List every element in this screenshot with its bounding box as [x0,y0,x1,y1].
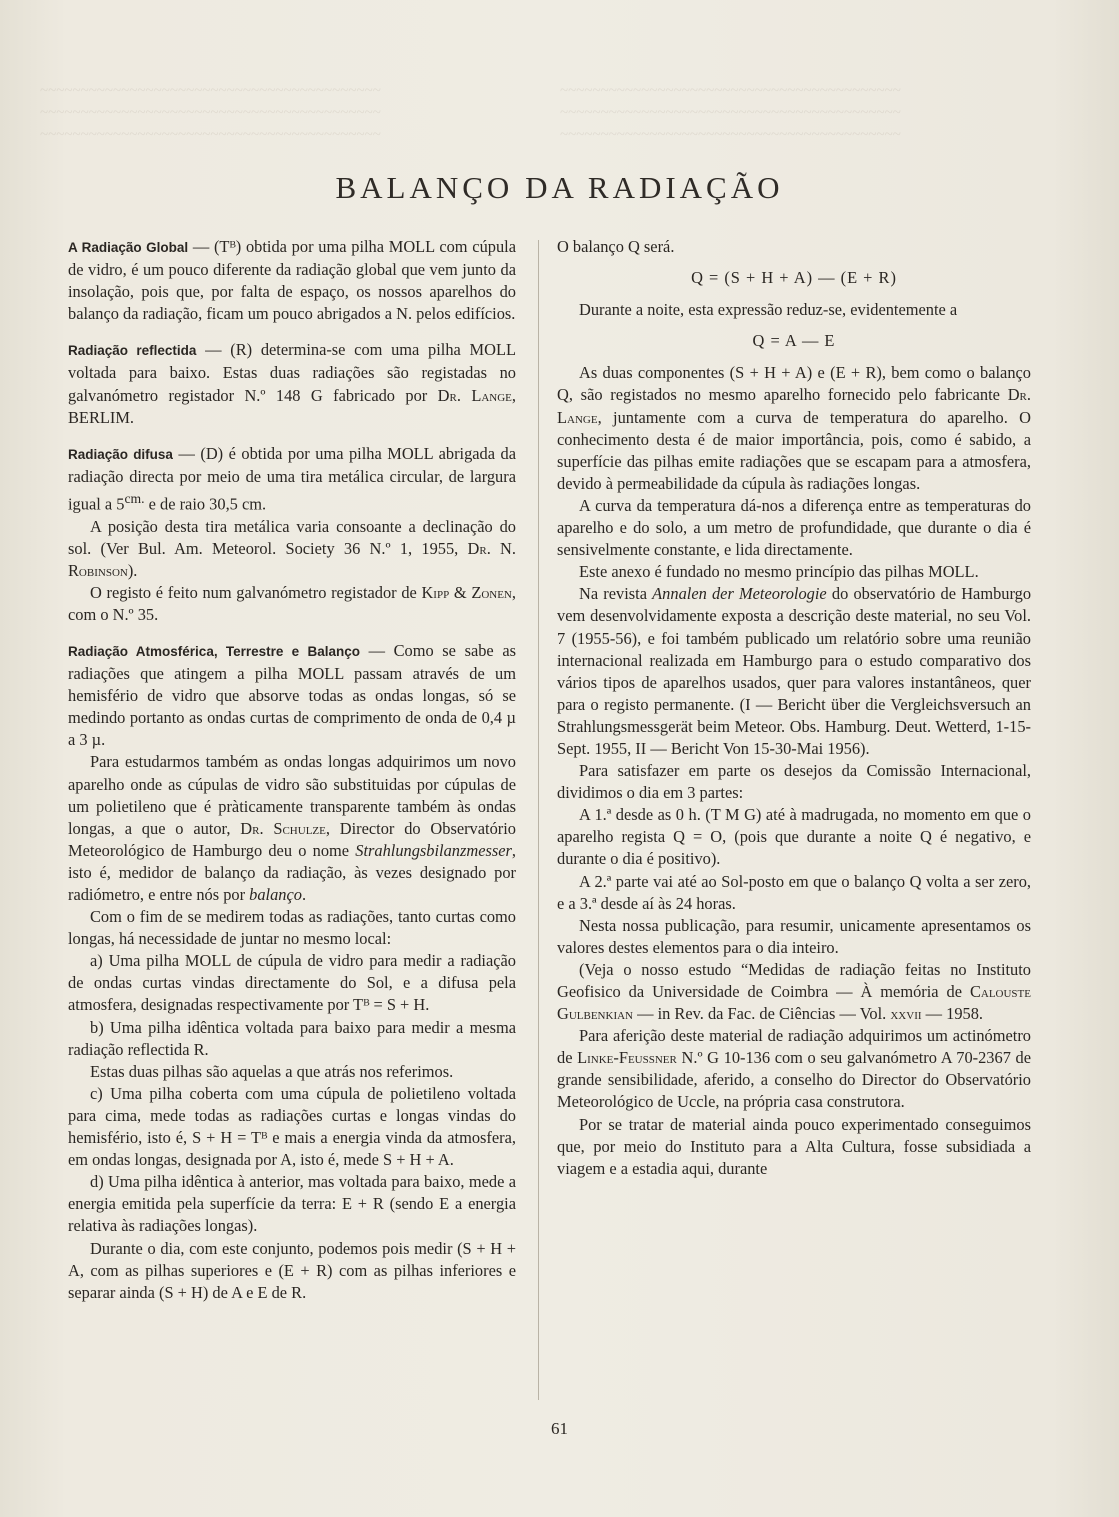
paragraph-text: — 1958. [921,1004,983,1024]
paragraph-text: Para aferição deste material de radiação adquirimos um actinómetro de [557,1026,1031,1068]
paragraph: O balanço Q será. [557,237,675,256]
paragraph-text: — (R) determina-se com uma pilha MOLL voltada para baixo. Estas duas radiações são registadas no galvanómetro registador N.º 148 G fabricado por [68,340,516,405]
paragraph: Durante o dia, com este conjunto, podemos pois medir (S + H + A, com as pilhas superiores e (E + R) com as pilhas inferiores e separar ainda (S + H) de A e E de R. [68,1238,516,1302]
paragraph-radiacao-difusa [68,443,516,516]
page-title: BALANÇO DA RADIAÇÃO [335,170,784,205]
author-name: Calouste Gulbenkian [557,982,1031,1024]
paragraph: Nesta nossa publicação, para resumir, unicamente apresentamos os valores destes elementos para o dia inteiro. [557,915,1031,957]
paragraph-text: . [301,885,307,904]
paragraph-text: , isto é, medidor de balanço da radiação, às vezes designado por radiómetro, e entre nós por [68,840,516,904]
paragraph-text: Na revista [579,584,653,604]
paragraph [557,959,1031,1025]
right-column [557,236,1031,1180]
author-name: Dr. N. Robinson [68,538,516,580]
paragraph-text: A posição desta tira metálica varia consoante a declinação do sol. (Ver Bul. Am. Meteorol. Society 36 N.º 1, 1955, [68,516,516,558]
paragraph [68,751,516,906]
bleed-through-text-right: ~~~~~~~~~~~~~~~~~~~~~~~~~~~~~~~~~~~~~~~~~~ ~~~~~~~~~~~~~~~~~~~~~~~~~~~~~~~~~~~~~~~~~~ ~~~~~~~~~~~~~~~~~~~~~~~~~~~~~~~~~~~~~~~~~~ [560,83,901,143]
author-name: Dr. Lange [437,385,512,405]
paragraph-text: e de raio 30,5 cm. [144,494,267,514]
page-number: 61 [551,1419,568,1438]
section-heading: A Radiação Global [68,240,189,255]
paragraph [557,362,1031,495]
paragraph-radiacao-reflectida [68,339,516,428]
paragraph-radiacao-atmosferica [68,640,516,751]
paragraph-text: , juntamente com a curva de temperatura do aparelho. O conhecimento desta é de maior importância, pois, como é sabido, a superfície das pilhas emite radiações que se escapam para a atmosfera, devido à permeabilidade da cúpula às radiações longas. [557,407,1031,493]
paragraph-text: ). [127,560,138,580]
list-item-a: a) Uma pilha MOLL de cúpula de vidro para medir a radiação de ondas curtas vindas directamente do Sol, e a difusa pela atmosfera, designadas respectivamente por Tᴮ = S + H. [68,951,516,1015]
bleed-through-text: ~~~~~~~~~~~~~~~~~~~~~~~~~~~~~~~~~~~~~~~~~~ ~~~~~~~~~~~~~~~~~~~~~~~~~~~~~~~~~~~~~~~~~~ ~~~~~~~~~~~~~~~~~~~~~~~~~~~~~~~~~~~~~~~~~~ [40,83,381,143]
paragraph-text: , com o N.º 35. [68,582,516,624]
paragraph: A 1.ª desde as 0 h. (T M G) até à madrugada, no momento em que o aparelho regista Q = O, (pois que durante a noite Q é negativo, e durante o dia é positivo). [557,805,1031,869]
list-item-b: b) Uma pilha idêntica voltada para baixo para medir a mesma radiação reflectida R. [68,1017,516,1059]
author-name: Dr. Lange [557,385,1031,427]
italic-term: balanço [249,885,302,904]
superscript-unit: cm. [124,490,145,506]
equation: Q = (S + H + A) — (E + R) [691,268,897,288]
paragraph-text: (Veja o nosso estudo “Medidas de radiação feitas no Instituto Geofisico da Universidade de Coimbra — À memória de [557,959,1031,1001]
paragraph-text: As duas componentes (S + H + A) e (E + R), bem como o balanço Q, são registados no mesmo aparelho fornecido pelo fabricante [557,363,1031,405]
paragraph-text: — in Rev. da Fac. de Ciências — Vol. [633,1004,891,1024]
paragraph: A curva da temperatura dá-nos a diferença entre as temperaturas do aparelho e do solo, a um metro de profundidade, que durante o dia é sensivelmente constante, e lida directamente. [557,495,1031,560]
left-column [68,236,516,1304]
column-divider [538,240,539,1400]
author-name: Dr. Schulze [240,818,326,838]
paragraph-text: , BERLIM. [68,385,516,427]
author-name: Linke-Feussner [577,1048,677,1068]
italic-term: Strahlungsbilanzmesser [355,840,512,860]
paragraph-text: — (Tᴮ) obtida por uma pilha MOLL com cúpula de vidro, é um pouco diferente da radiação global que vem junto da insolação, pois que, por falta de espaço, os nossos aparelhos do balanço da radiação, ficam um pouco abrigados a N. pelos edifícios. [68,237,516,324]
paragraph [557,583,1031,760]
paragraph: A 2.ª parte vai até ao Sol-posto em que o balanço Q volta a ser zero, e a 3.ª desde aí às 24 horas. [557,871,1031,913]
paragraph-text: N.º G 10-136 com o seu galvanómetro A 70-2367 de grande sensibilidade, aferido, a conselho do Director do Observatório Meteorológico de Uccle, na própria casa construtora. [557,1048,1031,1112]
paragraph: Para satisfazer em parte os desejos da Comissão Internacional, dividimos o dia em 3 partes: [557,761,1031,803]
paragraph: Por se tratar de material ainda pouco experimentado conseguimos que, por meio do Instituto para a Alta Cultura, fosse subsidiada a viagem e a estadia aqui, durante [557,1114,1031,1178]
paragraph-text: , Director do Observatório Meteorológico de Hamburgo deu o nome [68,818,516,860]
section-heading: Radiação reflectida [68,343,197,359]
section-heading: Radiação difusa [68,446,173,462]
paragraph-text: do observatório de Hamburgo vem desenvolvidamente exposta a descrição deste material, no seu Vol. 7 (1955-56), e foi também publicado um relatório sobre uma reunião internacional realizada em Hamburgo para o estudo comparativo dos vários tipos de aparelhos usados, quer para valores instantâneos, quer para o registo permanente. (I — Bericht über die Vergleichsversuch an Strahlungsmessgerät beim Meteor. Obs. Hamburg. Deut. Wetterd, 1-15-Sept. 1955, II — Bericht Von 15-30-Mai 1956). [557,584,1032,758]
paragraph-text: — (D) é obtida por uma pilha MOLL abrigada da radiação directa por meio de uma tira metálica circular, de largura igual a 5 [68,443,516,514]
paragraph-text: — Como se sabe as radiações que atingem a pilha MOLL passam através de um hemisfério de vidro que absorve todas as ondas longas, só se medindo portanto as ondas curtas de comprimento de onda de 0,4 µ a 3 µ. [68,640,516,750]
list-item-c: c) Uma pilha coberta com uma cúpula de polietileno voltada para cima, mede todas as radiações curtas e longas vindas do hemisfério, isto é, S + H = Tᴮ e mais a energia vinda da atmosfera, em ondas longas, designada por A, isto é, mede S + H + A. [68,1083,516,1170]
paragraph: Estas duas pilhas são aquelas a que atrás nos referimos. [90,1061,454,1081]
volume-number: xxvii [890,1004,922,1024]
paragraph: Durante a noite, esta expressão reduz-se, evidentemente a [579,300,958,320]
section-heading: Radiação Atmosférica, Terrestre e Balanço [68,643,360,659]
paragraph [68,582,516,626]
italic-term: Annalen der Meteorologie [652,584,827,604]
paragraph: Este anexo é fundado no mesmo princípio das pilhas MOLL. [579,562,979,582]
list-item-d: d) Uma pilha idêntica à anterior, mas voltada para baixo, mede a energia emitida pela superfície da terra: E + R (sendo E a energia relativa às radiações longas). [68,1172,516,1236]
paragraph-text: O registo é feito num galvanómetro registador de [90,582,422,602]
equation: Q = A — E [752,331,836,351]
paragraph [557,1025,1031,1113]
paragraph-radiacao-global [68,236,516,325]
paragraph [68,516,516,582]
paragraph: Com o fim de se medirem todas as radiações, tanto curtas como longas, há necessidade de juntar no mesmo local: [68,907,516,949]
author-name: Kipp & Zonen [421,582,512,602]
paragraph-text: Para estudarmos também as ondas longas adquirimos um novo aparelho onde as cúpulas de vidro são substituidas por cúpulas de um polietileno que é pràticamente transparente também às ondas longas, a que o autor, [68,752,516,838]
